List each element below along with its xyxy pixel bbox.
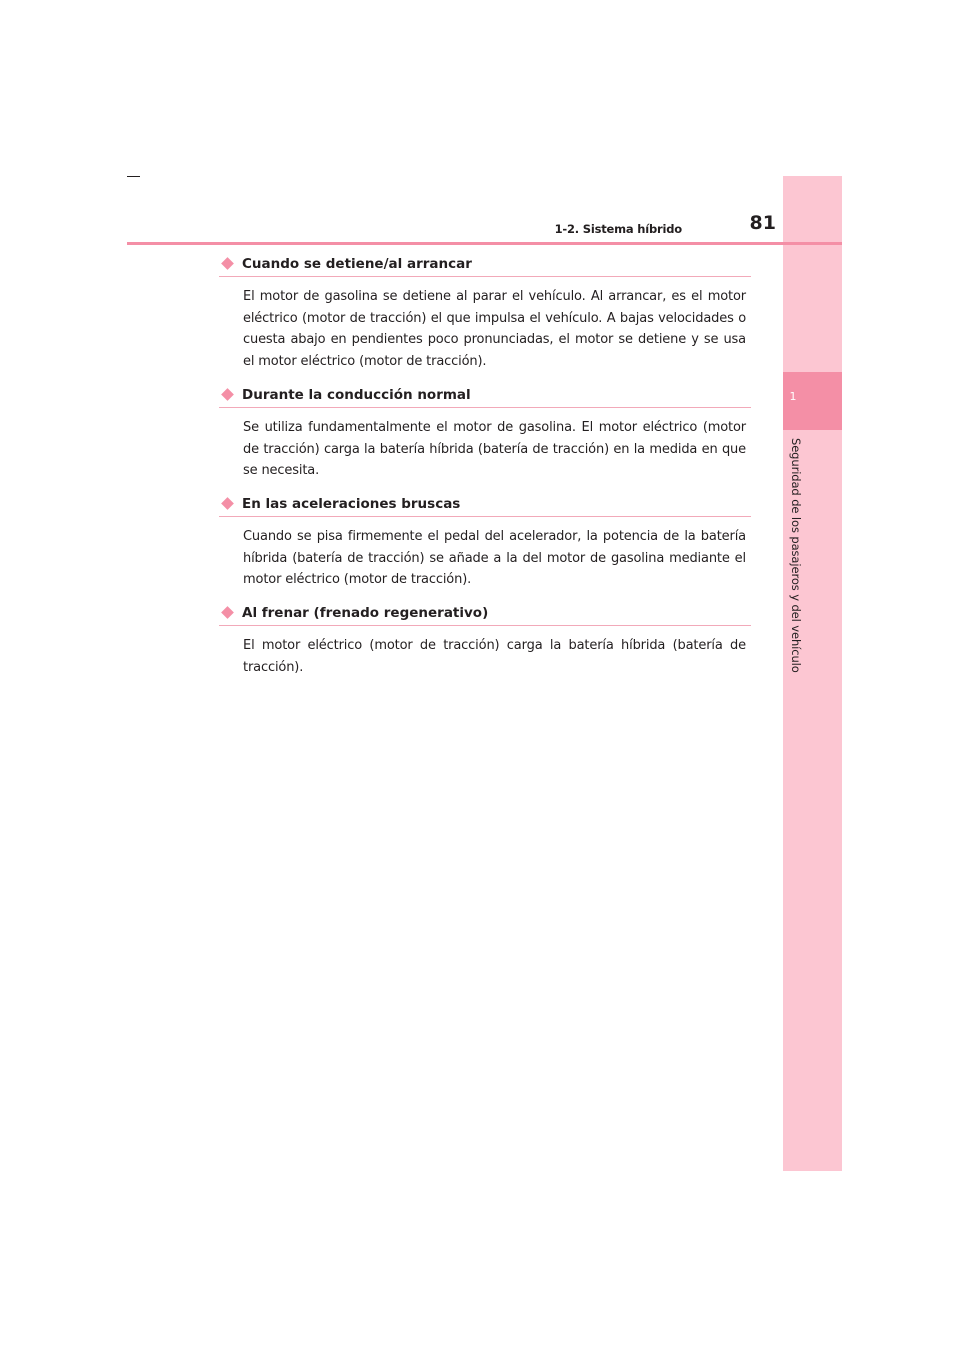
section-body: El motor de gasolina se detiene al parar el vehículo. Al arrancar, es el motor eléctrico (motor de tracción) el que impulsa el vehículo. A bajas velocidades o cuesta abajo en pendientes poco pronunciadas, el motor se detiene y se usa el motor eléctrico (motor de tracción). [243, 289, 746, 369]
section-heading-text: En las aceleraciones bruscas [242, 496, 461, 512]
chapter-sidebar [783, 176, 842, 1171]
section-body: Cuando se pisa firmemente el pedal del acelerador, la potencia de la batería híbrida (batería de tracción) se añade a la del motor de gasolina mediante el motor eléctrico (motor de tracción). [243, 529, 746, 588]
section-heading-text: Durante la conducción normal [242, 387, 471, 403]
section-heading [219, 385, 751, 408]
section [219, 254, 751, 372]
section-body: El motor eléctrico (motor de tracción) carga la batería híbrida (batería de tracción). [243, 638, 746, 675]
crop-mark [127, 176, 140, 177]
section [219, 494, 751, 591]
section-heading [219, 603, 751, 626]
chapter-title: Seguridad de los pasajeros y del vehículo [789, 438, 803, 673]
section-heading-text: Al frenar (frenado regenerativo) [242, 605, 489, 621]
section [219, 385, 751, 482]
section-body: Se utiliza fundamentalmente el motor de gasolina. El motor eléctrico (motor de tracción) carga la batería híbrida (batería de tracción) en la medida en que se necesita. [243, 420, 746, 479]
section-heading [219, 494, 751, 517]
section [219, 603, 751, 678]
section-heading-text: Cuando se detiene/al arrancar [242, 256, 472, 272]
header-rule [127, 242, 842, 245]
section-heading [219, 254, 751, 277]
diamond-bullet-icon [221, 388, 234, 401]
chapter-number: 1 [789, 390, 797, 403]
header-section-title: 1-2. Sistema híbrido [554, 222, 682, 236]
diamond-bullet-icon [221, 257, 234, 270]
diamond-bullet-icon [221, 606, 234, 619]
diamond-bullet-icon [221, 497, 234, 510]
page-number: 81 [749, 212, 776, 234]
